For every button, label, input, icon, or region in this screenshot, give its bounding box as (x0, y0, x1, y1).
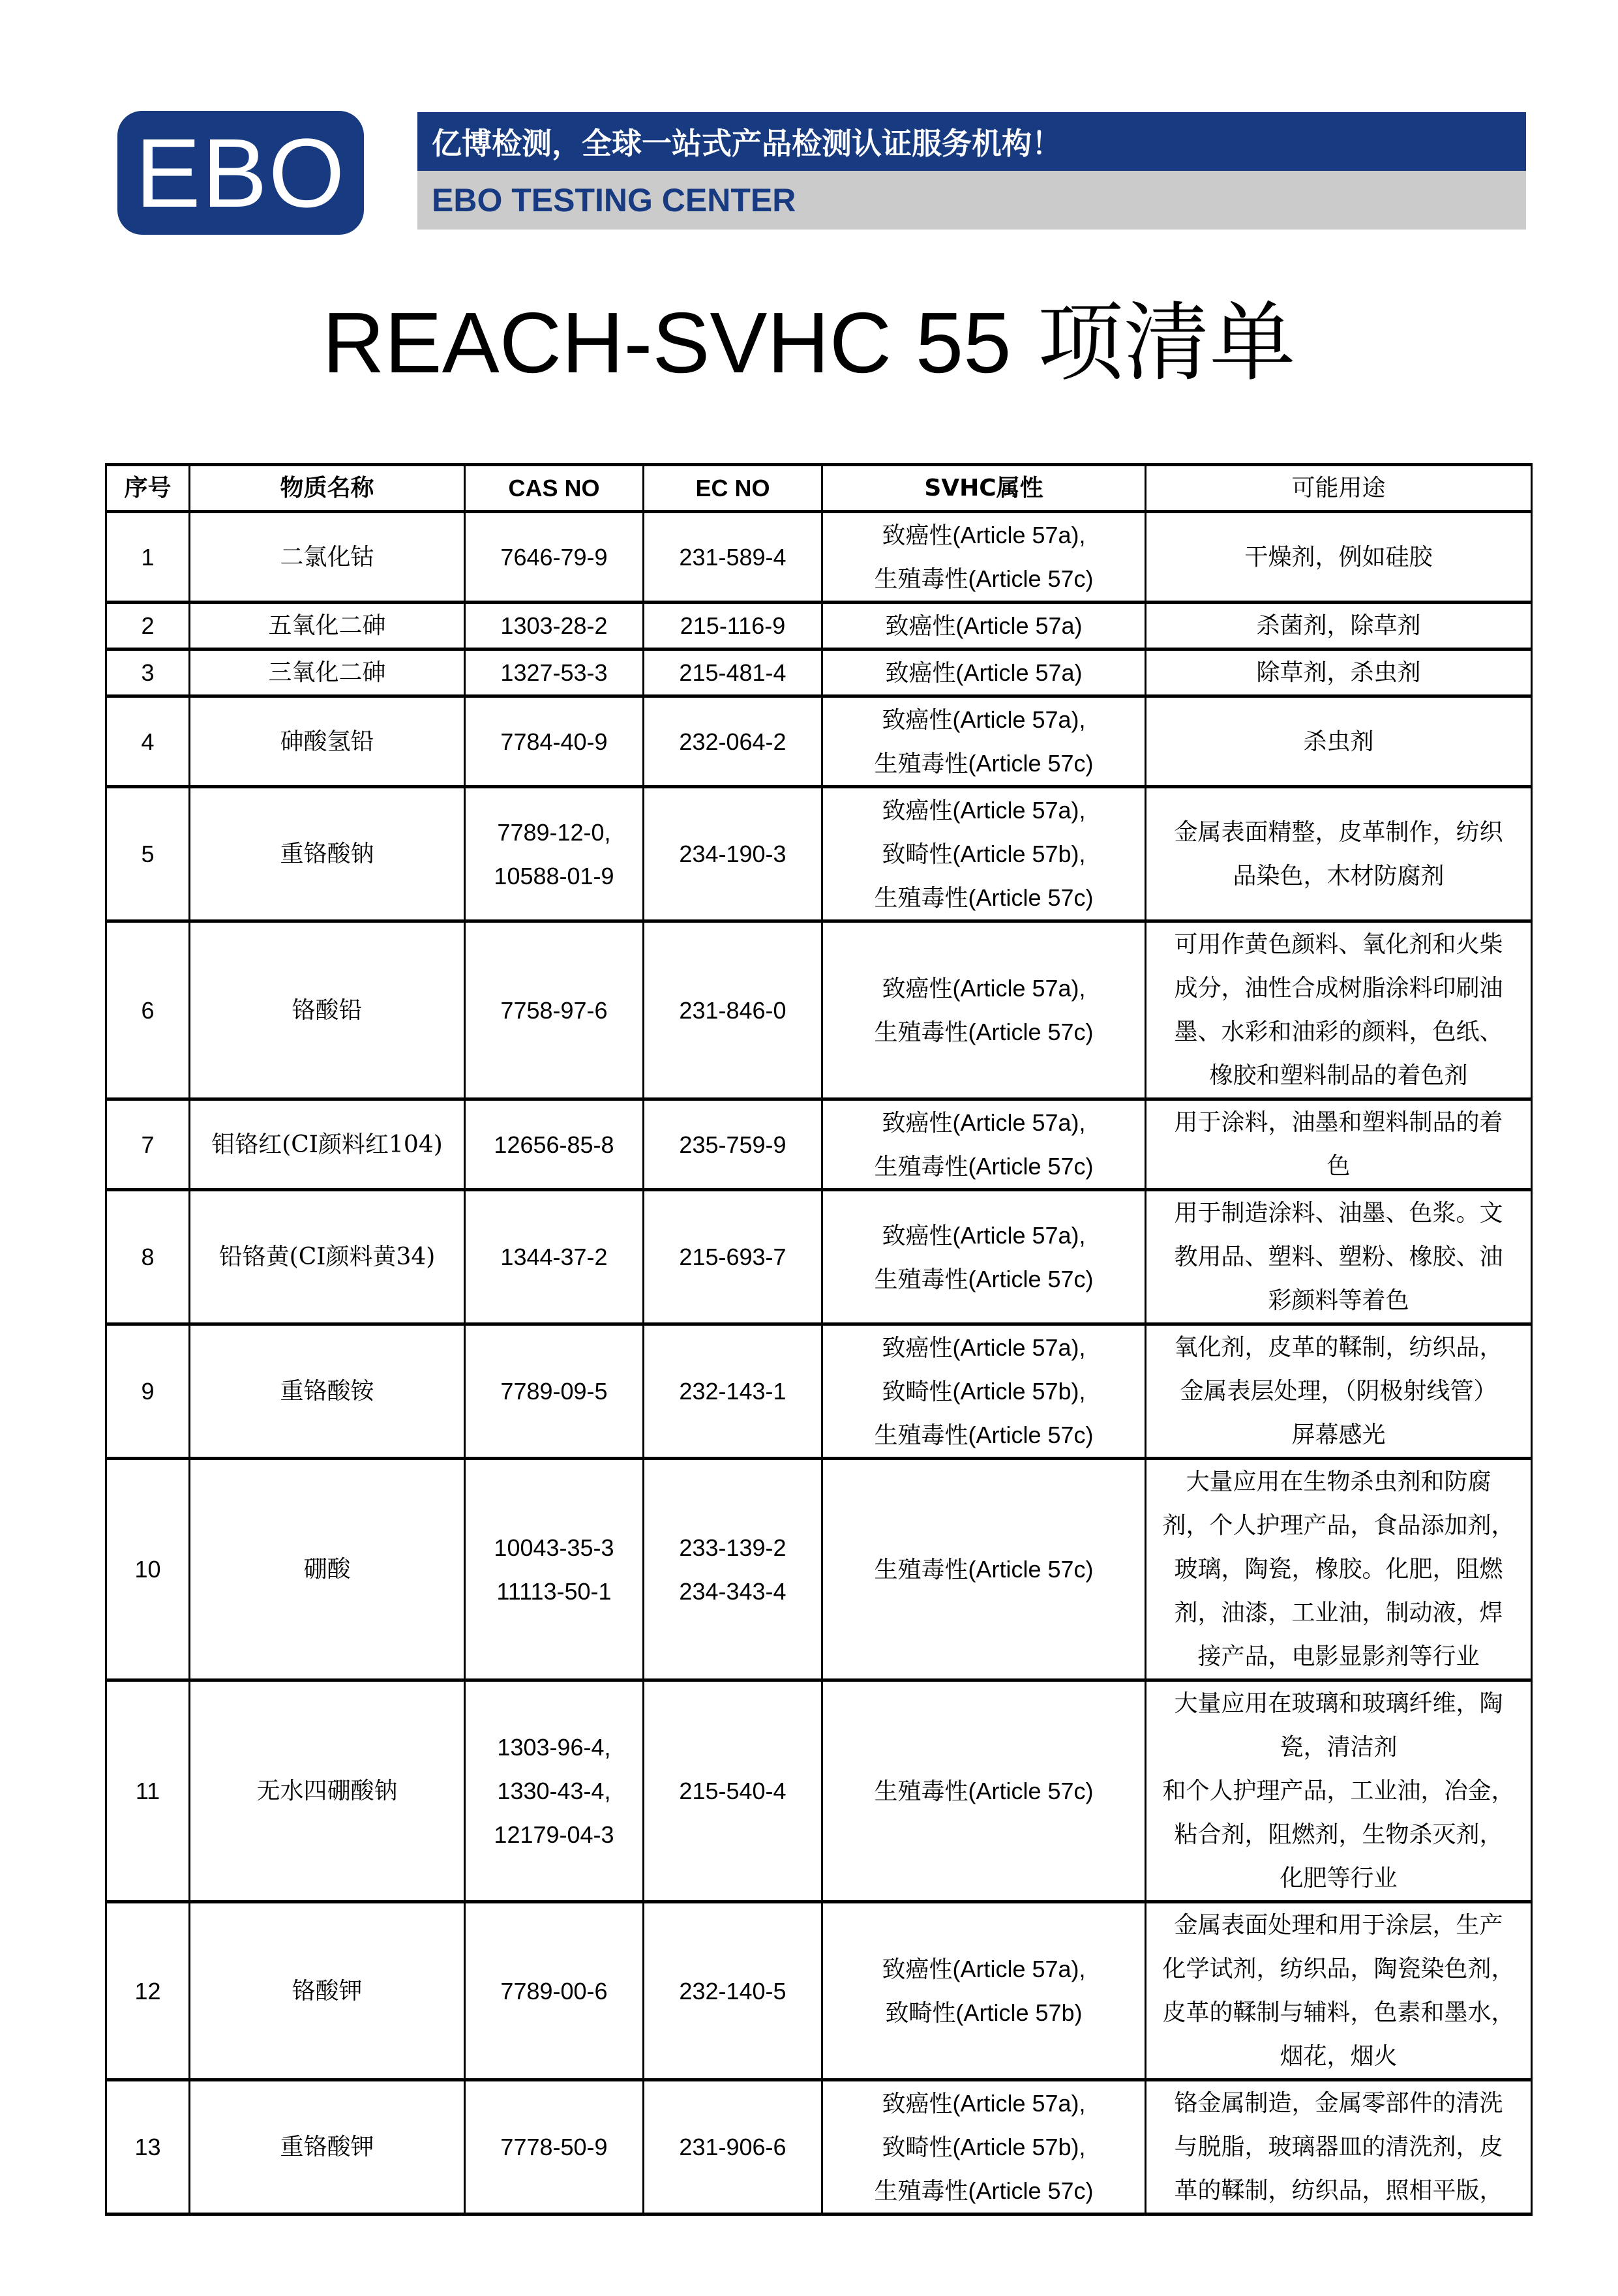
cell-ec-no (644, 1902, 822, 2080)
cell-svhc-property-line: 生殖毒性(Article 57c) (874, 1265, 1094, 1292)
cell-svhc-property (822, 1324, 1146, 1459)
cell-ec-no-line: 215-540-4 (679, 1778, 787, 1804)
cell-possible-use (1146, 921, 1532, 1099)
cell-possible-use-line: 皮革的鞣制与辅料，色素和墨水， (1162, 1999, 1515, 2026)
header-name: 物质名称 (190, 465, 465, 512)
cell-possible-use-line: 金属表面处理和用于涂层，生产 (1174, 1912, 1503, 1939)
cell-ec-no-line: 233-139-2 (679, 1534, 787, 1561)
cell-no: 3 (106, 649, 190, 696)
table-row (106, 787, 1532, 921)
cell-no: 5 (106, 787, 190, 921)
table-row (106, 2080, 1532, 2214)
cell-possible-use (1146, 1902, 1532, 2080)
header-cas: CAS NO (465, 465, 644, 512)
cell-cas-no (465, 512, 644, 603)
cell-possible-use-line: 氧化剂，皮革的鞣制，纺织品， (1174, 1334, 1503, 1361)
table-row (106, 603, 1532, 649)
ebo-logo (117, 111, 364, 235)
logo-text: EBO (135, 118, 346, 228)
cell-svhc-property-line: 生殖毒性(Article 57c) (874, 1556, 1094, 1583)
cell-svhc-property-line: 致癌性(Article 57a), (882, 706, 1086, 733)
cell-ec-no-line: 215-693-7 (679, 1244, 787, 1270)
cell-svhc-property-line: 致癌性(Article 57a), (882, 1109, 1086, 1136)
cell-cas-no-line: 12179-04-3 (494, 1821, 614, 1848)
cell-ec-no (644, 1459, 822, 1680)
cell-svhc-property (822, 1190, 1146, 1324)
cell-possible-use (1146, 512, 1532, 603)
cell-no: 11 (106, 1680, 190, 1902)
cell-ec-no-line: 232-143-1 (679, 1378, 787, 1405)
cell-svhc-property-line: 致畸性(Article 57b), (882, 1378, 1086, 1405)
slogan-banner: 亿博检测，全球一站式产品检测认证服务机构！ (417, 112, 1526, 171)
cell-possible-use (1146, 1459, 1532, 1680)
cell-possible-use-line: 彩颜料等着色 (1268, 1287, 1409, 1314)
cell-no: 4 (106, 696, 190, 787)
cell-svhc-property-line: 致癌性(Article 57a), (882, 522, 1086, 548)
cell-possible-use-line: 化学试剂，纺织品，陶瓷染色剂， (1162, 1956, 1515, 1982)
cell-ec-no (644, 1324, 822, 1459)
cell-svhc-property (822, 603, 1146, 649)
svhc-table (105, 463, 1533, 2216)
cell-svhc-property-line: 生殖毒性(Article 57c) (874, 1019, 1094, 1045)
cell-substance-name: 五氧化二砷 (190, 603, 465, 649)
cell-possible-use (1146, 2080, 1532, 2214)
page-title (0, 293, 1618, 393)
cell-possible-use (1146, 649, 1532, 696)
cell-svhc-property (822, 649, 1146, 696)
cell-cas-no (465, 603, 644, 649)
cell-substance-name: 三氧化二砷 (190, 649, 465, 696)
cell-cas-no-line: 1327-53-3 (500, 659, 608, 686)
cell-cas-no (465, 1099, 644, 1190)
cell-svhc-property (822, 1459, 1146, 1680)
cell-substance-name: 二氯化钴 (190, 512, 465, 603)
cell-substance-name: 无水四硼酸钠 (190, 1680, 465, 1902)
cell-possible-use-line: 杀菌剂，除草剂 (1256, 612, 1421, 639)
cell-substance-name: 钼铬红(CI颜料红104) (190, 1099, 465, 1190)
cell-possible-use-line: 化肥等行业 (1280, 1865, 1398, 1892)
cell-possible-use-line: 屏幕感光 (1291, 1422, 1386, 1448)
cell-no: 7 (106, 1099, 190, 1190)
cell-possible-use-line: 干燥剂，例如硅胶 (1244, 543, 1433, 571)
cell-possible-use-line: 与脱脂，玻璃器皿的清洗剂，皮 (1174, 2134, 1503, 2160)
cell-svhc-property-line: 致畸性(Article 57b) (885, 1999, 1083, 2026)
cell-svhc-property-line: 致癌性(Article 57a), (882, 1221, 1086, 1249)
cell-ec-no-line: 231-589-4 (679, 543, 787, 571)
header-svhc: SVHC属性 (822, 465, 1146, 512)
cell-possible-use-line: 粘合剂，阻燃剂，生物杀灭剂， (1174, 1821, 1503, 1848)
table-row (106, 1902, 1532, 2080)
cell-ec-no-line: 234-343-4 (679, 1577, 787, 1605)
cell-cas-no (465, 787, 644, 921)
cell-substance-name: 硼酸 (190, 1459, 465, 1680)
cell-possible-use-line: 和个人护理产品，工业油，冶金， (1162, 1778, 1515, 1804)
cell-cas-no-line: 7778-50-9 (500, 2134, 608, 2160)
cell-cas-no (465, 1324, 644, 1459)
cell-svhc-property-line: 致癌性(Article 57a), (882, 1334, 1086, 1361)
header-ec: EC NO (644, 465, 822, 512)
cell-svhc-property-line: 致癌性(Article 57a), (882, 797, 1086, 824)
cell-cas-no-line: 1303-28-2 (500, 612, 608, 639)
cell-no: 12 (106, 1902, 190, 2080)
header-no: 序号 (106, 465, 190, 512)
cell-substance-name: 铬酸钾 (190, 1902, 465, 2080)
table-row (106, 921, 1532, 1099)
cell-possible-use-line: 铬金属制造，金属零部件的清洗 (1174, 2090, 1503, 2117)
cell-cas-no-line: 7789-00-6 (500, 1977, 608, 2005)
cell-ec-no-line: 232-064-2 (679, 728, 787, 755)
cell-ec-no-line: 231-906-6 (679, 2134, 787, 2160)
cell-svhc-property-line: 生殖毒性(Article 57c) (874, 2177, 1094, 2204)
cell-svhc-property-line: 致畸性(Article 57b), (882, 2134, 1086, 2160)
cell-ec-no (644, 1099, 822, 1190)
cell-ec-no-line: 215-116-9 (680, 612, 786, 639)
cell-no: 2 (106, 603, 190, 649)
cell-possible-use-line: 金属表层处理，（阴极射线管） (1180, 1378, 1497, 1405)
cell-possible-use (1146, 603, 1532, 649)
cell-svhc-property (822, 696, 1146, 787)
table-row (106, 1190, 1532, 1324)
cell-no: 9 (106, 1324, 190, 1459)
cell-substance-name: 铅铬黄(CI颜料黄34) (190, 1190, 465, 1324)
cell-possible-use-line: 剂，油漆，工业油，制动液，焊 (1174, 1600, 1503, 1626)
cell-svhc-property-line: 生殖毒性(Article 57c) (874, 1153, 1094, 1180)
cell-cas-no (465, 921, 644, 1099)
table-header-row (106, 465, 1532, 512)
cell-cas-no (465, 1459, 644, 1680)
cell-possible-use-line: 可用作黄色颜料、氧化剂和火柴 (1174, 931, 1503, 958)
cell-substance-name: 重铬酸铵 (190, 1324, 465, 1459)
cell-svhc-property (822, 1680, 1146, 1902)
cell-svhc-property-line: 致癌性(Article 57a), (882, 2090, 1086, 2117)
cell-svhc-property-line: 生殖毒性(Article 57c) (874, 750, 1094, 777)
cell-cas-no-line: 11113-50-1 (496, 1577, 612, 1605)
cell-ec-no-line: 232-140-5 (679, 1977, 787, 2005)
cell-ec-no-line: 215-481-4 (679, 659, 787, 686)
cell-cas-no (465, 1902, 644, 2080)
cell-cas-no-line: 1330-43-4, (497, 1778, 611, 1804)
table-row (106, 1324, 1532, 1459)
cell-cas-no-line: 7784-40-9 (500, 728, 608, 755)
cell-svhc-property (822, 787, 1146, 921)
cell-svhc-property-line: 致畸性(Article 57b), (882, 841, 1086, 867)
cell-svhc-property (822, 2080, 1146, 2214)
cell-svhc-property-line: 致癌性(Article 57a) (885, 612, 1083, 639)
cell-ec-no (644, 1680, 822, 1902)
cell-possible-use (1146, 1680, 1532, 1902)
title-latin: REACH-SVHC 55 (322, 295, 1011, 391)
cell-possible-use-line: 玻璃，陶瓷，橡胶。化肥，阻燃 (1174, 1556, 1503, 1583)
table-row (106, 1459, 1532, 1680)
cell-svhc-property-line: 致癌性(Article 57a), (882, 1956, 1086, 1982)
cell-substance-name: 铬酸铅 (190, 921, 465, 1099)
cell-no: 8 (106, 1190, 190, 1324)
company-name-banner: EBO TESTING CENTER (417, 171, 1526, 230)
cell-ec-no (644, 603, 822, 649)
cell-cas-no-line: 7646-79-9 (500, 543, 608, 571)
cell-substance-name: 重铬酸钠 (190, 787, 465, 921)
cell-cas-no-line: 10588-01-9 (494, 862, 614, 889)
cell-ec-no-line: 235-759-9 (679, 1131, 787, 1158)
cell-cas-no-line: 12656-85-8 (494, 1131, 614, 1158)
cell-substance-name: 重铬酸钾 (190, 2080, 465, 2214)
cell-possible-use-line: 品染色，木材防腐剂 (1233, 862, 1445, 889)
cell-possible-use-line: 瓷，清洁剂 (1280, 1734, 1398, 1761)
cell-possible-use-line: 用于涂料，油墨和塑料制品的着 (1174, 1109, 1503, 1136)
cell-ec-no (644, 787, 822, 921)
cell-svhc-property-line: 生殖毒性(Article 57c) (874, 565, 1094, 592)
cell-possible-use-line: 烟花，烟火 (1280, 2043, 1398, 2070)
cell-possible-use-line: 革的鞣制，纺织品，照相平版， (1174, 2177, 1503, 2204)
header-use: 可能用途 (1146, 465, 1532, 512)
cell-possible-use-line: 教用品、塑料、塑粉、橡胶、油 (1174, 1244, 1503, 1270)
cell-cas-no-line: 7789-09-5 (500, 1378, 608, 1405)
cell-possible-use-line: 剂，个人护理产品，食品添加剂， (1162, 1512, 1515, 1539)
cell-possible-use (1146, 1190, 1532, 1324)
cell-ec-no (644, 696, 822, 787)
cell-possible-use-line: 大量应用在玻璃和玻璃纤维，陶 (1174, 1690, 1503, 1717)
cell-svhc-property (822, 1902, 1146, 2080)
cell-svhc-property (822, 1099, 1146, 1190)
cell-no: 10 (106, 1459, 190, 1680)
table-row (106, 1099, 1532, 1190)
cell-svhc-property-line: 致癌性(Article 57a), (882, 975, 1086, 1002)
cell-cas-no-line: 1303-96-4, (497, 1734, 611, 1761)
cell-svhc-property (822, 921, 1146, 1099)
cell-svhc-property-line: 生殖毒性(Article 57c) (874, 1778, 1094, 1804)
cell-possible-use (1146, 1324, 1532, 1459)
cell-possible-use-line: 用于制造涂料、油墨、色浆。文 (1174, 1200, 1503, 1227)
cell-possible-use-line: 橡胶和塑料制品的着色剂 (1209, 1062, 1468, 1089)
cell-ec-no (644, 1190, 822, 1324)
cell-ec-no-line: 231-846-0 (679, 996, 787, 1024)
cell-possible-use-line: 色 (1326, 1153, 1351, 1180)
cell-substance-name: 砷酸氢铅 (190, 696, 465, 787)
cell-possible-use (1146, 1099, 1532, 1190)
cell-possible-use (1146, 787, 1532, 921)
cell-svhc-property-line: 生殖毒性(Article 57c) (874, 884, 1094, 911)
cell-possible-use-line: 杀虫剂 (1303, 728, 1374, 755)
cell-cas-no (465, 1680, 644, 1902)
cell-no: 6 (106, 921, 190, 1099)
cell-possible-use-line: 接产品，电影显影剂等行业 (1197, 1643, 1480, 1670)
cell-ec-no-line: 234-190-3 (679, 841, 787, 867)
cell-svhc-property-line: 致癌性(Article 57a) (885, 659, 1083, 686)
cell-ec-no (644, 512, 822, 603)
cell-possible-use-line: 除草剂，杀虫剂 (1256, 659, 1421, 686)
cell-possible-use-line: 墨、水彩和油彩的颜料，色纸、 (1174, 1019, 1503, 1045)
cell-possible-use (1146, 696, 1532, 787)
cell-cas-no (465, 696, 644, 787)
cell-cas-no-line: 10043-35-3 (494, 1534, 614, 1561)
table-row (106, 512, 1532, 603)
cell-ec-no (644, 2080, 822, 2214)
cell-possible-use-line: 金属表面精整，皮革制作，纺织 (1174, 818, 1503, 846)
table-row (106, 649, 1532, 696)
cell-possible-use-line: 成分，油性合成树脂涂料印刷油 (1174, 975, 1503, 1002)
cell-possible-use-line: 大量应用在生物杀虫剂和防腐 (1186, 1469, 1491, 1495)
cell-svhc-property-line: 生殖毒性(Article 57c) (874, 1422, 1094, 1448)
cell-svhc-property (822, 512, 1146, 603)
title-cn: 项清单 (1037, 293, 1296, 393)
cell-ec-no (644, 649, 822, 696)
cell-cas-no (465, 649, 644, 696)
cell-ec-no (644, 921, 822, 1099)
cell-cas-no-line: 7789-12-0, (497, 818, 611, 846)
table-row (106, 696, 1532, 787)
cell-cas-no-line: 7758-97-6 (500, 996, 608, 1024)
cell-no: 1 (106, 512, 190, 603)
cell-cas-no (465, 1190, 644, 1324)
cell-cas-no (465, 2080, 644, 2214)
cell-no: 13 (106, 2080, 190, 2214)
table-row (106, 1680, 1532, 1902)
cell-cas-no-line: 1344-37-2 (500, 1244, 608, 1270)
